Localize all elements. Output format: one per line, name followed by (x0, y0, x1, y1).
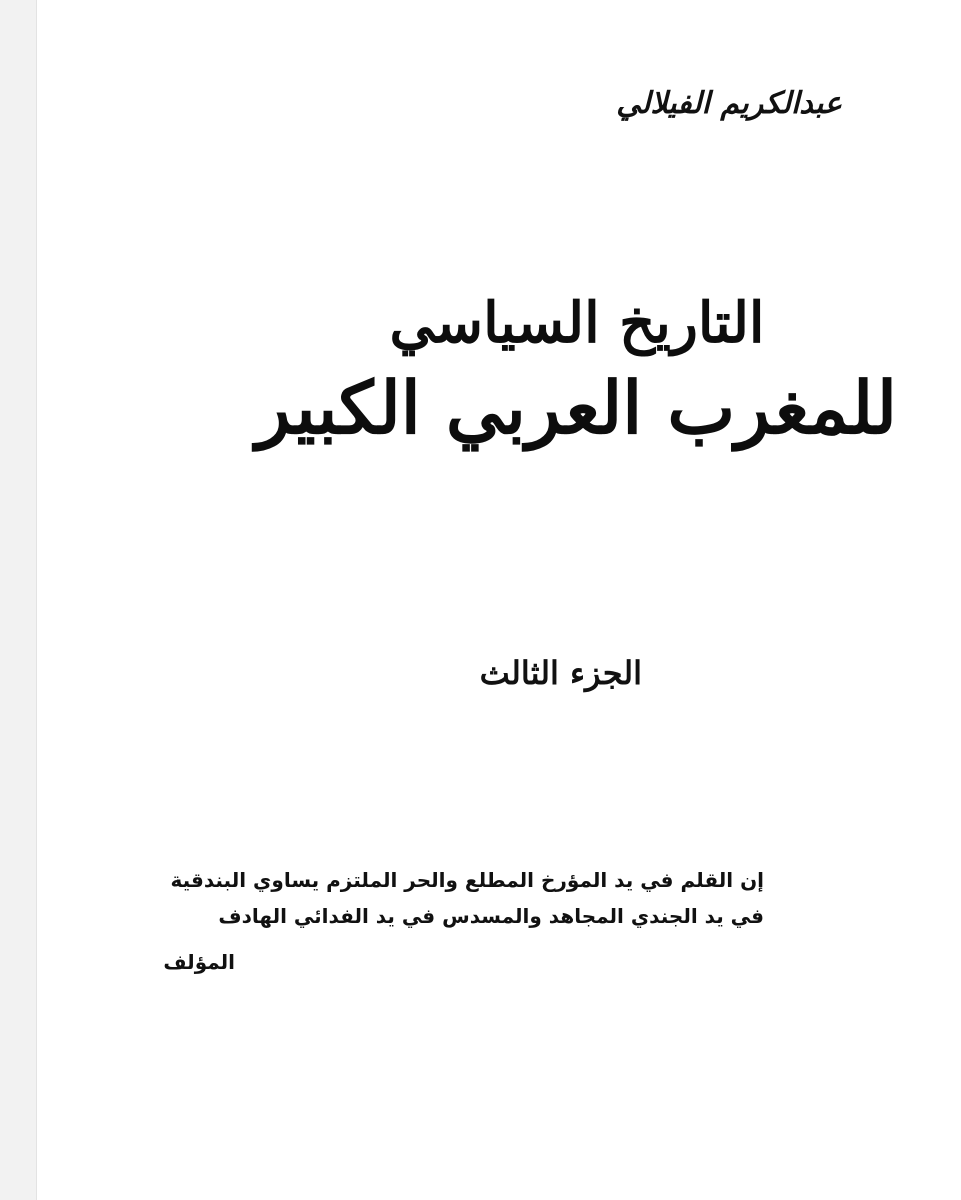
quote-line-1: إن القلم في يد المؤرخ المطلع والحر الملتزم يساوي البندقية (170, 868, 764, 892)
book-page (36, 0, 961, 1200)
quote-line-2: في يد الجندي المجاهد والمسدس في يد الفدائي الهادف (218, 904, 764, 928)
epigraph-quote (170, 862, 764, 934)
title-line-2: للمغرب العربي الكبير (255, 365, 897, 451)
volume-label: الجزء الثالث (479, 654, 642, 692)
book-title (257, 290, 897, 452)
author-name: عبدالكريم الفيلالي (616, 86, 842, 121)
title-line-1: التاريخ السياسي (389, 290, 765, 356)
quote-signature: المؤلف (163, 950, 235, 974)
